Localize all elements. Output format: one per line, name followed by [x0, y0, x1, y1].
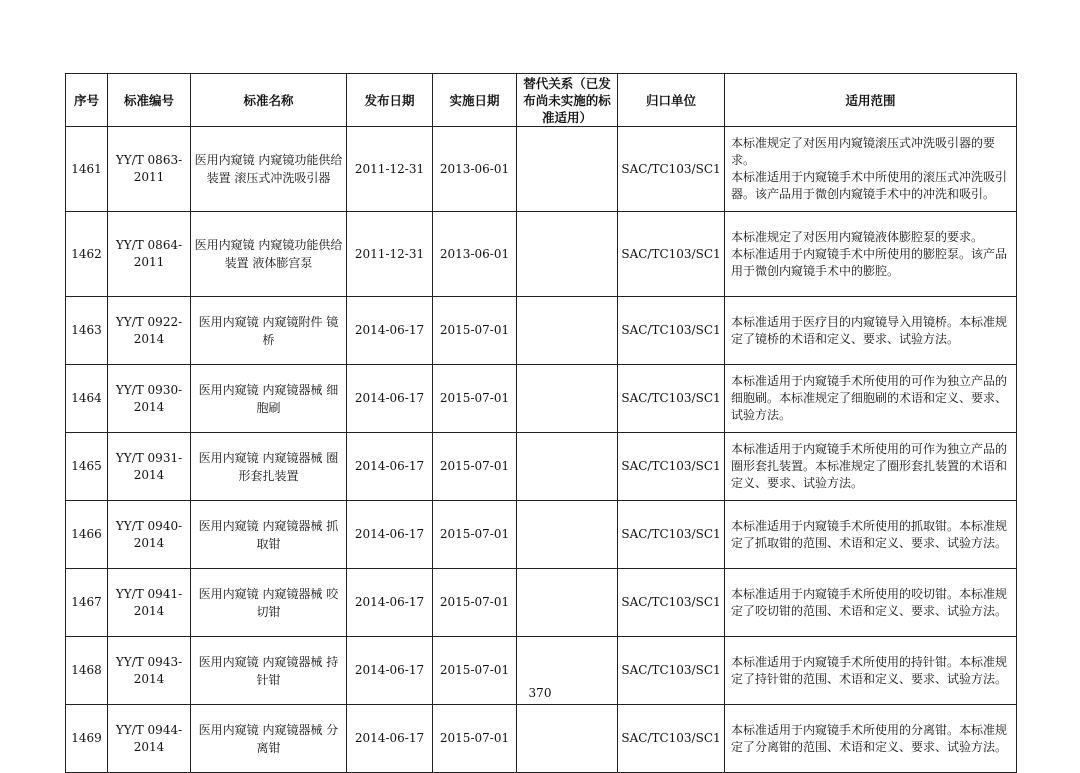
cell-publish-date: 2014-06-17: [347, 365, 433, 433]
header-publish-date: 发布日期: [347, 74, 433, 127]
cell-unit: SAC/TC103/SC1: [618, 501, 725, 569]
cell-publish-date: 2014-06-17: [347, 569, 433, 637]
cell-replacement: [517, 569, 618, 637]
cell-serial: 1463: [66, 297, 108, 365]
cell-implement-date: 2015-07-01: [433, 637, 517, 705]
cell-scope: 本标准适用于内窥镜手术所使用的抓取钳。本标准规定了抓取钳的范围、术语和定义、要求、试验方法。: [725, 501, 1017, 569]
header-scope: 适用范围: [725, 74, 1017, 127]
cell-implement-date: 2015-07-01: [433, 501, 517, 569]
table-row: [66, 212, 1017, 297]
table-row: [66, 501, 1017, 569]
header-implement-date: 实施日期: [433, 74, 517, 127]
cell-implement-date: 2015-07-01: [433, 705, 517, 773]
page-number: 370: [528, 686, 552, 700]
header-replacement: 替代关系（已发布尚未实施的标准适用）: [517, 74, 618, 127]
cell-code: YY/T 0943-2014: [108, 637, 191, 705]
cell-name: 医用内窥镜 内窥镜器械 细胞刷: [191, 365, 347, 433]
cell-implement-date: 2015-07-01: [433, 569, 517, 637]
header-name: 标准名称: [191, 74, 347, 127]
cell-publish-date: 2014-06-17: [347, 705, 433, 773]
cell-implement-date: 2013-06-01: [433, 212, 517, 297]
cell-name: 医用内窥镜 内窥镜器械 持针钳: [191, 637, 347, 705]
cell-code: YY/T 0940-2014: [108, 501, 191, 569]
cell-name: 医用内窥镜 内窥镜附件 镜桥: [191, 297, 347, 365]
cell-unit: SAC/TC103/SC1: [618, 637, 725, 705]
cell-serial: 1466: [66, 501, 108, 569]
cell-serial: 1462: [66, 212, 108, 297]
cell-serial: 1467: [66, 569, 108, 637]
cell-implement-date: 2013-06-01: [433, 127, 517, 212]
cell-unit: SAC/TC103/SC1: [618, 212, 725, 297]
header-code: 标准编号: [108, 74, 191, 127]
cell-unit: SAC/TC103/SC1: [618, 365, 725, 433]
cell-code: YY/T 0944-2014: [108, 705, 191, 773]
cell-replacement: [517, 365, 618, 433]
cell-scope: 本标准适用于内窥镜手术所使用的咬切钳。本标准规定了咬切钳的范围、术语和定义、要求、试验方法。: [725, 569, 1017, 637]
cell-unit: SAC/TC103/SC1: [618, 297, 725, 365]
cell-implement-date: 2015-07-01: [433, 433, 517, 501]
cell-code: YY/T 0922-2014: [108, 297, 191, 365]
cell-name: 医用内窥镜 内窥镜器械 分离钳: [191, 705, 347, 773]
cell-replacement: [517, 705, 618, 773]
cell-code: YY/T 0941-2014: [108, 569, 191, 637]
cell-replacement: [517, 501, 618, 569]
table-row: [66, 569, 1017, 637]
cell-unit: SAC/TC103/SC1: [618, 127, 725, 212]
cell-serial: 1469: [66, 705, 108, 773]
cell-scope: 本标准适用于内窥镜手术所使用的可作为独立产品的细胞刷。本标准规定了细胞刷的术语和定义、要求、试验方法。: [725, 365, 1017, 433]
table-row: [66, 297, 1017, 365]
cell-scope: 本标准适用于医疗目的内窥镜导入用镜桥。本标准规定了镜桥的术语和定义、要求、试验方法。: [725, 297, 1017, 365]
header-serial: 序号: [66, 74, 108, 127]
cell-code: YY/T 0930-2014: [108, 365, 191, 433]
cell-name: 医用内窥镜 内窥镜功能供给装置 液体膨宫泵: [191, 212, 347, 297]
cell-publish-date: 2014-06-17: [347, 433, 433, 501]
table-row: [66, 127, 1017, 212]
cell-serial: 1468: [66, 637, 108, 705]
cell-replacement: [517, 127, 618, 212]
cell-publish-date: 2014-06-17: [347, 297, 433, 365]
cell-serial: 1465: [66, 433, 108, 501]
cell-code: YY/T 0864-2011: [108, 212, 191, 297]
cell-scope: 本标准适用于内窥镜手术所使用的可作为独立产品的圈形套扎装置。本标准规定了圈形套扎装置的术语和定义、要求、试验方法。: [725, 433, 1017, 501]
cell-unit: SAC/TC103/SC1: [618, 569, 725, 637]
cell-serial: 1464: [66, 365, 108, 433]
cell-code: YY/T 0863-2011: [108, 127, 191, 212]
header-unit: 归口单位: [618, 74, 725, 127]
cell-scope: 本标准规定了对医用内窥镜滚压式冲洗吸引器的要求。 本标准适用于内窥镜手术中所使用的滚压式冲洗吸引器。该产品用于微创内窥镜手术中的冲洗和吸引。: [725, 127, 1017, 212]
cell-name: 医用内窥镜 内窥镜器械 抓取钳: [191, 501, 347, 569]
standards-table: [65, 73, 1017, 773]
cell-replacement: [517, 212, 618, 297]
table-row: [66, 705, 1017, 773]
cell-replacement: [517, 297, 618, 365]
cell-name: 医用内窥镜 内窥镜功能供给装置 滚压式冲洗吸引器: [191, 127, 347, 212]
cell-publish-date: 2014-06-17: [347, 501, 433, 569]
table-row: [66, 433, 1017, 501]
table-header-row: [66, 74, 1017, 127]
cell-scope: 本标准规定了对医用内窥镜液体膨腔泵的要求。 本标准适用于内窥镜手术中所使用的膨腔泵。该产品用于微创内窥镜手术中的膨腔。: [725, 212, 1017, 297]
cell-scope: 本标准适用于内窥镜手术所使用的分离钳。本标准规定了分离钳的范围、术语和定义、要求、试验方法。: [725, 705, 1017, 773]
cell-serial: 1461: [66, 127, 108, 212]
cell-publish-date: 2011-12-31: [347, 212, 433, 297]
cell-name: 医用内窥镜 内窥镜器械 圈形套扎装置: [191, 433, 347, 501]
cell-scope: 本标准适用于内窥镜手术所使用的持针钳。本标准规定了持针钳的范围、术语和定义、要求、试验方法。: [725, 637, 1017, 705]
cell-unit: SAC/TC103/SC1: [618, 705, 725, 773]
cell-code: YY/T 0931-2014: [108, 433, 191, 501]
cell-publish-date: 2011-12-31: [347, 127, 433, 212]
cell-implement-date: 2015-07-01: [433, 365, 517, 433]
cell-replacement: [517, 433, 618, 501]
cell-unit: SAC/TC103/SC1: [618, 433, 725, 501]
cell-name: 医用内窥镜 内窥镜器械 咬切钳: [191, 569, 347, 637]
table-row: [66, 365, 1017, 433]
cell-publish-date: 2014-06-17: [347, 637, 433, 705]
cell-implement-date: 2015-07-01: [433, 297, 517, 365]
